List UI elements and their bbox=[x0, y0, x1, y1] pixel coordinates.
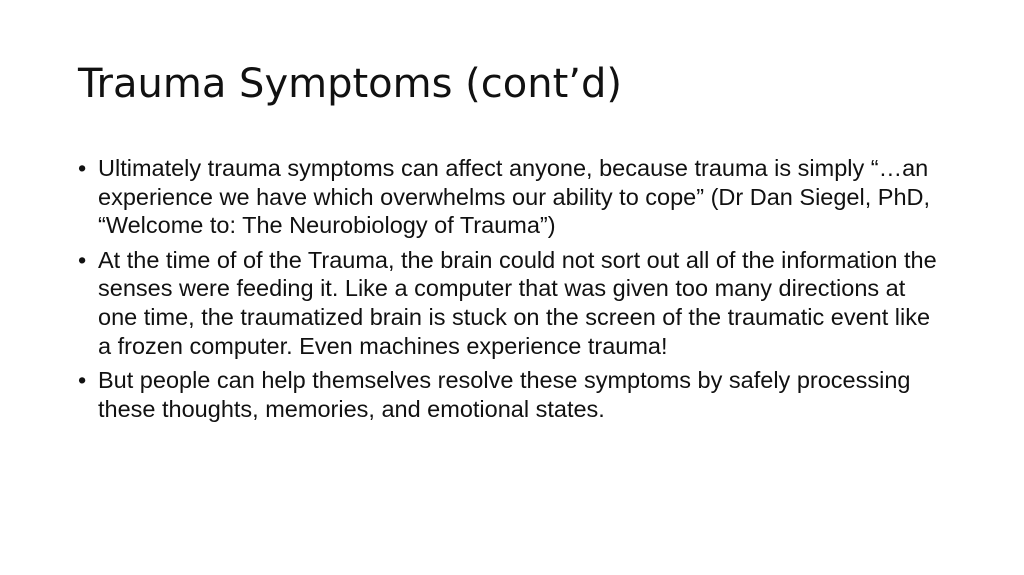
bullet-list bbox=[78, 154, 948, 429]
bullet-text: At the time of of the Trauma, the brain could not sort out all of the information the senses were feeding it. Like a computer that was given too many directions at one time, the traumatized brain is stuck on the screen of the traumatic event like a frozen computer. Even machines experience trauma! bbox=[98, 246, 937, 359]
bullet-marker: • bbox=[78, 367, 87, 394]
bullet-text: Ultimately trauma symptoms can affect anyone, because trauma is simply “…an experience we have which overwhelms our ability to cope” (Dr Dan Siegel, PhD, “Welcome to: The Neurobiology of Trauma”) bbox=[98, 155, 931, 239]
bullet-item-1 bbox=[78, 154, 948, 240]
bullet-item-3 bbox=[78, 366, 948, 423]
bullet-item-2 bbox=[78, 246, 948, 360]
bullet-marker: • bbox=[78, 246, 87, 273]
slide-title: Trauma Symptoms (cont’d) bbox=[78, 61, 622, 107]
bullet-marker: • bbox=[78, 155, 87, 181]
bullet-text: But people can help themselves resolve these symptoms by safely processing these thoughts, memories, and emotional states. bbox=[98, 367, 911, 422]
